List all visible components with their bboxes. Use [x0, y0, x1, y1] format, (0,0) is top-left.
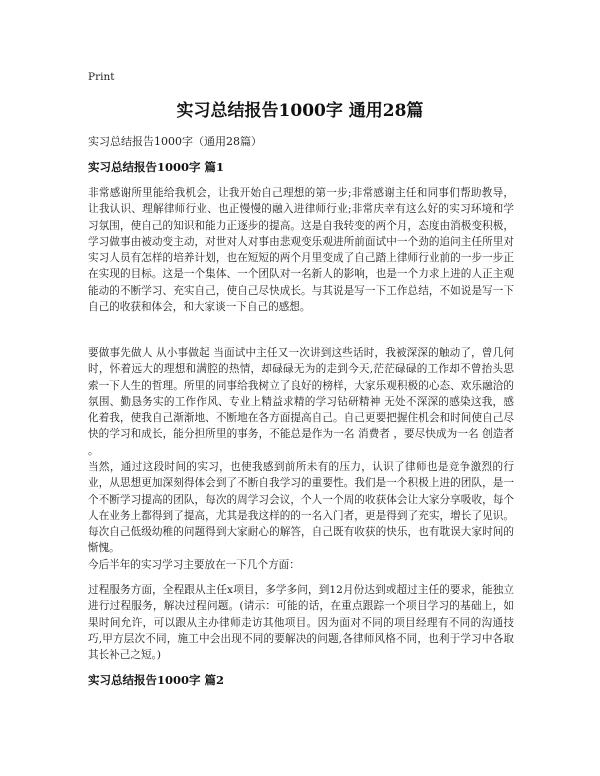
document-subtitle: 实习总结报告1000字（通用28篇） [88, 135, 262, 148]
paragraph-1: 非常感谢所里能给我机会，让我开始自己理想的第一步;非常感谢主任和同事们帮助教导，让我认识、理解律师行业、也正慢慢的融入进律师行业;非常庆幸有这么好的实习环境和学习氛围，使自己的知识和能力正逐步的提高。这是自我转变的两个月，态度由消极变积极，学习做事由被动变主动，对世对人对事由悲观变乐观进所前面试中一个劲的追问主任所里对实习人员有怎样的培养计划，也在短短的两个月里变成了自己踏上律师行业前的一步一步正在实现的目标。这是一个集体、一个团队对一名新人的影响，也是一个力求上进的人正主观能动的不断学习、充实自己，使自己尽快成长。与其说是写一下工作总结，不如说是写一下自己的收获和体会，和大家谈一下自己的感想。 [88, 187, 514, 314]
page-title: 实习总结报告1000字 通用28篇 [176, 101, 424, 121]
section-heading-2: 实习总结报告1000字 篇2 [88, 673, 225, 687]
paragraph-4: 今后半年的实习学习主要放在一下几个方面： [88, 559, 300, 571]
paragraph-3: 当然，通过这段时间的实习，也使我感到前所未有的压力，认识了律师也是竞争激烈的行业，从思想更加深刻得体会到了不断自我学习的重要性。我们是一个积极上进的团队，是一个不断学习提高的团队，每次的周学习会议，个人一个周的收获体会让大家分享吸收，每个人在业务上都得到了提高，尤其是我这样的的一名入门者，更是得到了充实，增长了见识。每次自己低级幼稚的问题得到大家耐心的解答，自己既有收获的快乐，也有耽误大家时间的惭愧。 [88, 461, 514, 555]
paragraph-5: 过程服务方面，全程跟从主任x项目，多学多问，到12月份达到或超过主任的要求，能独立进行过程服务，解决过程问题。(请示：可能的话，在重点跟踪一个项目学习的基础上，如果时间允许，可以跟从主办律师走访其他项目。因为面对不同的项目经理有不同的沟通技巧,甲方层次不同，施工中会出现不同的要解决的问题,各律师风格不同，也利于学习中各取其长补己之短。) [88, 584, 514, 662]
print-label[interactable]: Print [88, 71, 115, 83]
section-heading-1: 实习总结报告1000字 篇1 [88, 160, 225, 174]
paragraph-2: 要做事先做人 从小事做起 当面试中主任又一次讲到这些话时，我被深深的触动了，曾几何时，怀着远大的理想和满腔的热情，却碌碌无为的走到今天,茫茫碌碌的工作却不曾抬头思索一下人生的哲理。所里的同事给我树立了良好的榜样，大家乐观积极的心态、欢乐融洽的氛围、勤恳务实的工作作风、专业上精益求精的学习钻研精神 无处不深深的感染这我，感化着我，使我自己渐渐地、不断地在各方面提高自己。自己更要把握住机会和时间使自己尽快的学习和成长，能分担所里的事务，不能总是作为一名 消费者 ，要尽快成为一名 创造者 。 [88, 347, 514, 457]
